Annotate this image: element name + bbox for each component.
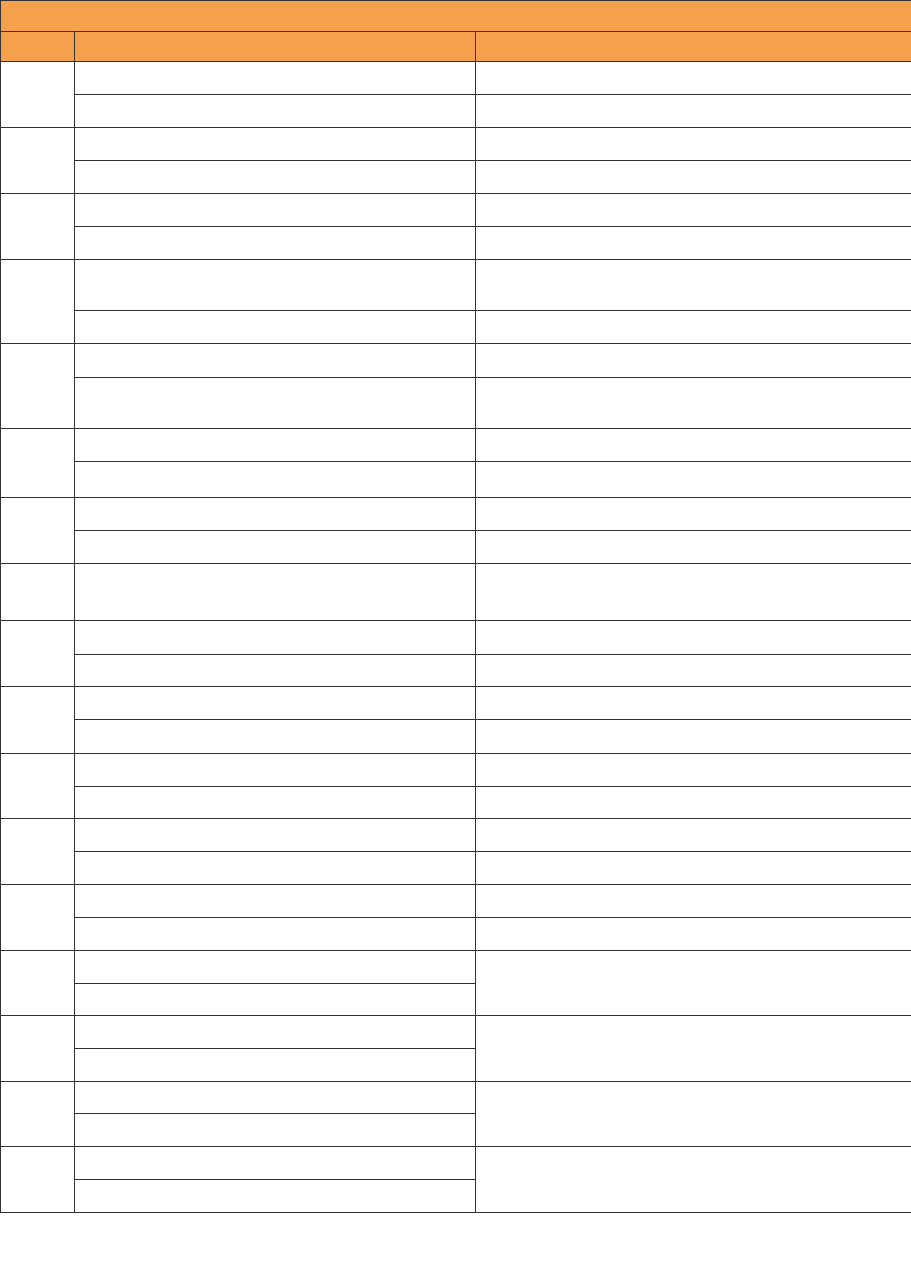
- requirement-cell: [75, 885, 476, 918]
- district-cell: [1, 819, 75, 885]
- note-cell: [476, 852, 911, 885]
- note-cell: [476, 260, 911, 311]
- note-cell: [476, 1147, 911, 1213]
- note-cell: [476, 819, 911, 852]
- table-row: [1, 687, 911, 720]
- requirement-cell: [75, 531, 476, 564]
- district-cell: [1, 62, 75, 128]
- note-cell: [476, 194, 911, 227]
- requirement-cell: [75, 311, 476, 344]
- district-cell: [1, 1082, 75, 1147]
- table-row: [1, 951, 911, 984]
- note-cell: [476, 687, 911, 720]
- requirement-cell: [75, 1180, 476, 1213]
- requirement-cell: [75, 462, 476, 498]
- requirement-cell: [75, 787, 476, 819]
- note-cell: [476, 95, 911, 128]
- district-cell: [1, 687, 75, 754]
- requirement-cell: [75, 378, 476, 429]
- note-cell: [476, 951, 911, 1016]
- table-row: [1, 260, 911, 311]
- note-cell: [476, 311, 911, 344]
- table-row: [1, 62, 911, 95]
- requirement-cell: [75, 1114, 476, 1147]
- table-row: [1, 564, 911, 621]
- table-row: [1, 655, 911, 687]
- table-row: [1, 754, 911, 787]
- district-cell: [1, 564, 75, 621]
- note-cell: [476, 429, 911, 462]
- note-cell: [476, 227, 911, 260]
- note-cell: [476, 462, 911, 498]
- table-row: [1, 344, 911, 378]
- requirement-cell: [75, 128, 476, 161]
- table-row: [1, 918, 911, 951]
- note-cell: [476, 128, 911, 161]
- district-cell: [1, 1147, 75, 1213]
- table-row: [1, 852, 911, 885]
- note-cell: [476, 564, 911, 621]
- district-cell: [1, 429, 75, 498]
- note-cell: [476, 1016, 911, 1082]
- table-row: [1, 819, 911, 852]
- requirement-cell: [75, 161, 476, 194]
- district-cell: [1, 194, 75, 260]
- note-cell: [476, 787, 911, 819]
- requirement-cell: [75, 564, 476, 621]
- district-cell: [1, 754, 75, 819]
- requirement-cell: [75, 984, 476, 1016]
- note-cell: [476, 161, 911, 194]
- requirement-cell: [75, 95, 476, 128]
- table-row: [1, 161, 911, 194]
- table-row: [1, 227, 911, 260]
- table-row: [1, 194, 911, 227]
- note-cell: [476, 918, 911, 951]
- table-row: [1, 311, 911, 344]
- requirement-cell: [75, 429, 476, 462]
- requirement-cell: [75, 621, 476, 655]
- requirement-cell: [75, 227, 476, 260]
- table-row: [1, 462, 911, 498]
- district-cell: [1, 621, 75, 687]
- note-cell: [476, 655, 911, 687]
- note-cell: [476, 378, 911, 429]
- note-cell: [476, 344, 911, 378]
- district-cell: [1, 885, 75, 951]
- table-row: [1, 1082, 911, 1114]
- table-row: [1, 128, 911, 161]
- requirement-cell: [75, 194, 476, 227]
- requirement-cell: [75, 655, 476, 687]
- table-row: [1, 787, 911, 819]
- requirement-cell: [75, 260, 476, 311]
- requirement-cell: [75, 687, 476, 720]
- requirement-cell: [75, 498, 476, 531]
- header-district: [1, 32, 75, 62]
- note-cell: [476, 885, 911, 918]
- table-row: [1, 1147, 911, 1180]
- table-row: [1, 531, 911, 564]
- district-cell: [1, 951, 75, 1016]
- requirement-cell: [75, 344, 476, 378]
- table-row: [1, 498, 911, 531]
- note-cell: [476, 531, 911, 564]
- table-row: [1, 885, 911, 918]
- table-row: [1, 95, 911, 128]
- note-cell: [476, 621, 911, 655]
- requirement-cell: [75, 62, 476, 95]
- requirement-cell: [75, 1082, 476, 1114]
- requirement-cell: [75, 720, 476, 754]
- requirement-cell: [75, 1016, 476, 1049]
- requirement-cell: [75, 852, 476, 885]
- note-cell: [476, 754, 911, 787]
- district-cell: [1, 260, 75, 344]
- note-cell: [476, 720, 911, 754]
- requirement-cell: [75, 819, 476, 852]
- table-title: [1, 1, 911, 32]
- district-cell: [1, 128, 75, 194]
- table-row: [1, 720, 911, 754]
- table-row: [1, 378, 911, 429]
- header-requirement: [75, 32, 476, 62]
- requirement-cell: [75, 918, 476, 951]
- note-cell: [476, 62, 911, 95]
- header-note: [476, 32, 911, 62]
- table-row: [1, 1016, 911, 1049]
- requirement-cell: [75, 1049, 476, 1082]
- table-row: [1, 429, 911, 462]
- note-cell: [476, 498, 911, 531]
- district-cell: [1, 344, 75, 429]
- district-cell: [1, 1016, 75, 1082]
- district-cell: [1, 498, 75, 564]
- requirement-cell: [75, 754, 476, 787]
- note-cell: [476, 1082, 911, 1147]
- table-row: [1, 621, 911, 655]
- requirement-cell: [75, 1147, 476, 1180]
- requirement-cell: [75, 951, 476, 984]
